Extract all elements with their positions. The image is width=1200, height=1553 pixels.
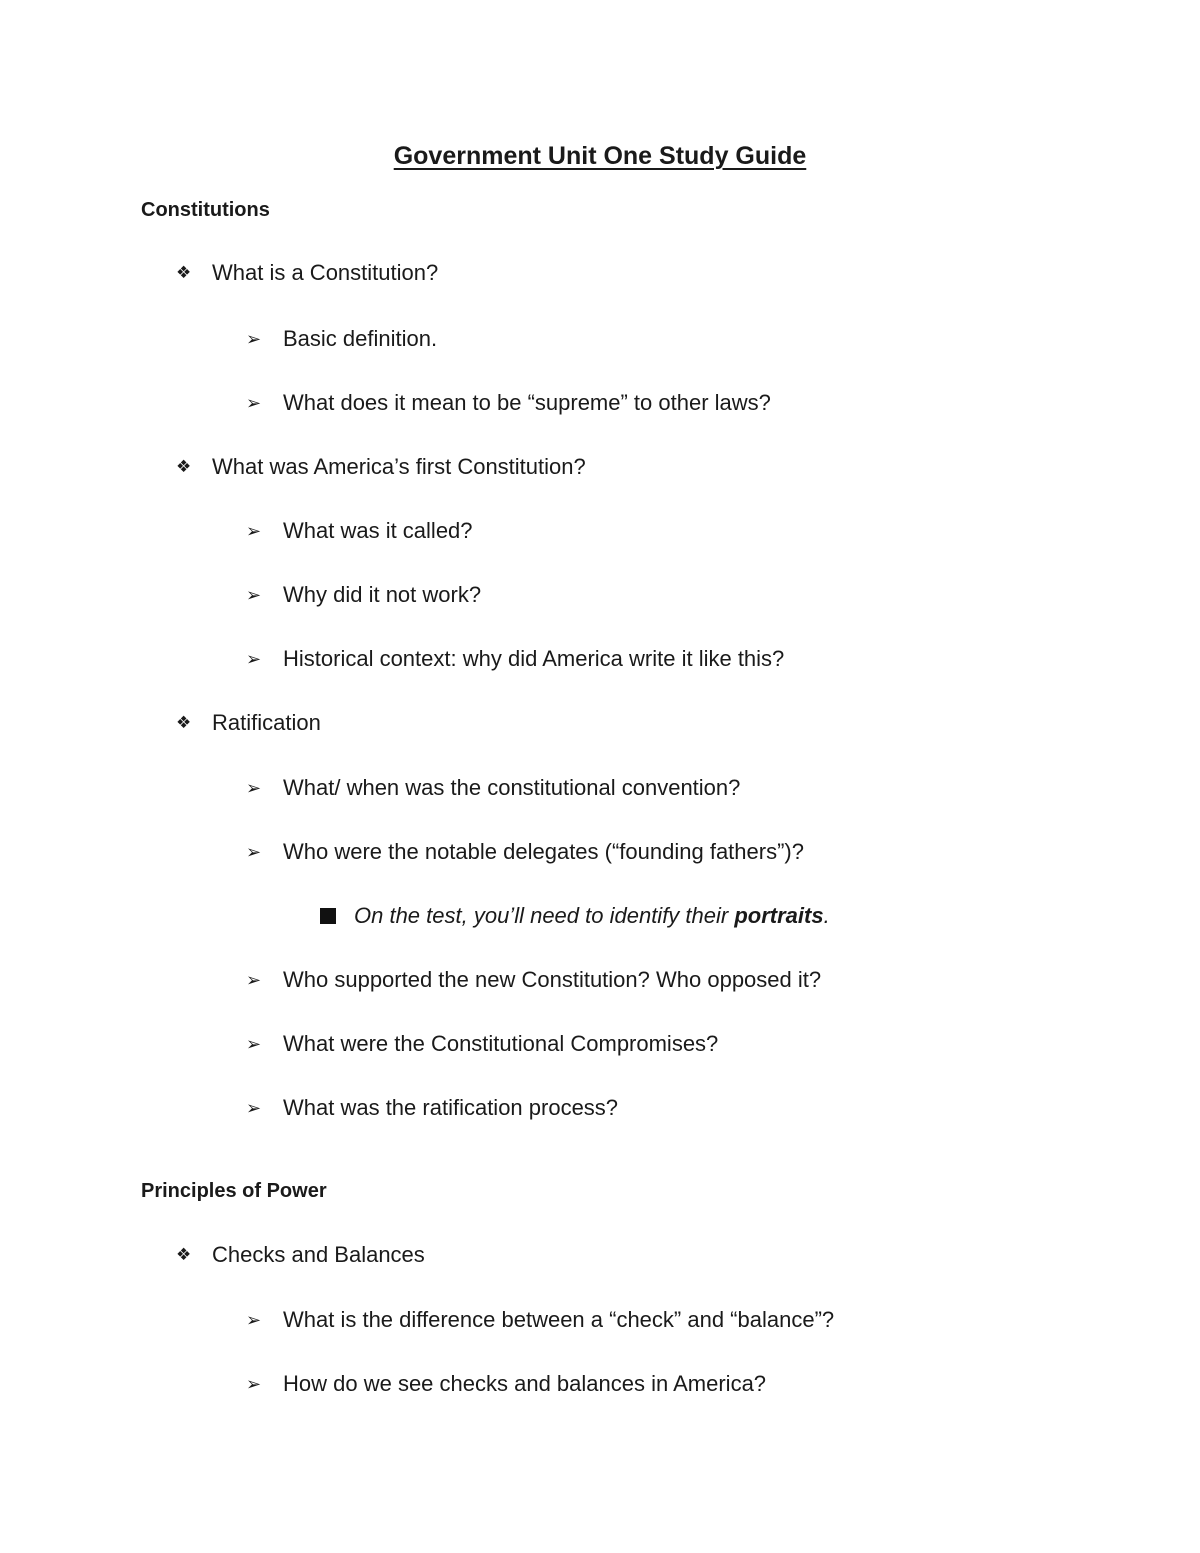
- arrow-bullet-icon: ➢: [246, 520, 262, 541]
- arrow-bullet-icon: ➢: [246, 392, 262, 413]
- sub-list-item-text: What/ when was the constitutional convention?: [283, 775, 741, 800]
- diamond-bullet-icon: ❖: [176, 713, 192, 732]
- section-heading-principles-of-power: Principles of Power: [141, 1180, 327, 1202]
- list-item-text: Ratification: [212, 710, 321, 735]
- arrow-bullet-icon: ➢: [246, 841, 262, 862]
- sub-list-item: [246, 518, 473, 544]
- list-item: [176, 1242, 425, 1268]
- list-item-text: Checks and Balances: [212, 1242, 425, 1267]
- arrow-bullet-icon: ➢: [246, 1033, 262, 1054]
- note-text: [354, 903, 830, 929]
- arrow-bullet-icon: ➢: [246, 969, 262, 990]
- sub-list-item-text: Who supported the new Constitution? Who opposed it?: [283, 967, 822, 992]
- sub-list-item: [246, 582, 481, 608]
- note-emphasis: portraits: [734, 903, 824, 928]
- note-text-before: On the test, you’ll need to identify their: [354, 903, 735, 928]
- diamond-bullet-icon: ❖: [176, 263, 192, 282]
- sub-list-item: [246, 646, 784, 672]
- sub-list-item: [246, 1031, 718, 1057]
- sub-list-item: [246, 775, 740, 801]
- arrow-bullet-icon: ➢: [246, 1373, 262, 1394]
- list-item: [176, 454, 586, 480]
- arrow-bullet-icon: ➢: [246, 328, 262, 349]
- sub-list-item-text: What was the ratification process?: [283, 1095, 619, 1120]
- note-text-after: .: [823, 903, 830, 928]
- list-item: [176, 710, 321, 736]
- diamond-bullet-icon: ❖: [176, 457, 192, 476]
- sub-list-item: [246, 839, 804, 865]
- diamond-bullet-icon: ❖: [176, 1245, 192, 1264]
- arrow-bullet-icon: ➢: [246, 648, 262, 669]
- sub-list-item-text: What was it called?: [283, 518, 473, 543]
- sub-list-item-text: What is the difference between a “check” and “balance”?: [283, 1307, 835, 1332]
- sub-list-item-text: What were the Constitutional Compromises?: [283, 1031, 719, 1056]
- sub-list-item: [246, 390, 771, 416]
- sub-list-item: [246, 1371, 766, 1397]
- sub-list-item: [246, 1095, 618, 1121]
- note-item: [320, 903, 830, 929]
- sub-list-item-text: Who were the notable delegates (“founding fathers”)?: [283, 839, 804, 864]
- page-title: Government Unit One Study Guide: [393, 142, 807, 170]
- sub-list-item: [246, 1307, 834, 1333]
- arrow-bullet-icon: ➢: [246, 1097, 262, 1118]
- arrow-bullet-icon: ➢: [246, 777, 262, 798]
- sub-list-item-text: How do we see checks and balances in America?: [283, 1371, 767, 1396]
- sub-list-item: [246, 326, 437, 352]
- sub-list-item-text: What does it mean to be “supreme” to other laws?: [283, 390, 771, 415]
- sub-list-item-text: Basic definition.: [283, 326, 438, 351]
- arrow-bullet-icon: ➢: [246, 1309, 262, 1330]
- sub-list-item-text: Historical context: why did America write it like this?: [283, 646, 785, 671]
- list-item-text: What is a Constitution?: [212, 260, 439, 285]
- section-heading-constitutions: Constitutions: [141, 199, 270, 221]
- sub-list-item-text: Why did it not work?: [283, 582, 482, 607]
- arrow-bullet-icon: ➢: [246, 584, 262, 605]
- list-item-text: What was America’s first Constitution?: [212, 454, 586, 479]
- square-bullet-icon: [320, 908, 336, 924]
- list-item: [176, 260, 438, 286]
- sub-list-item: [246, 967, 821, 993]
